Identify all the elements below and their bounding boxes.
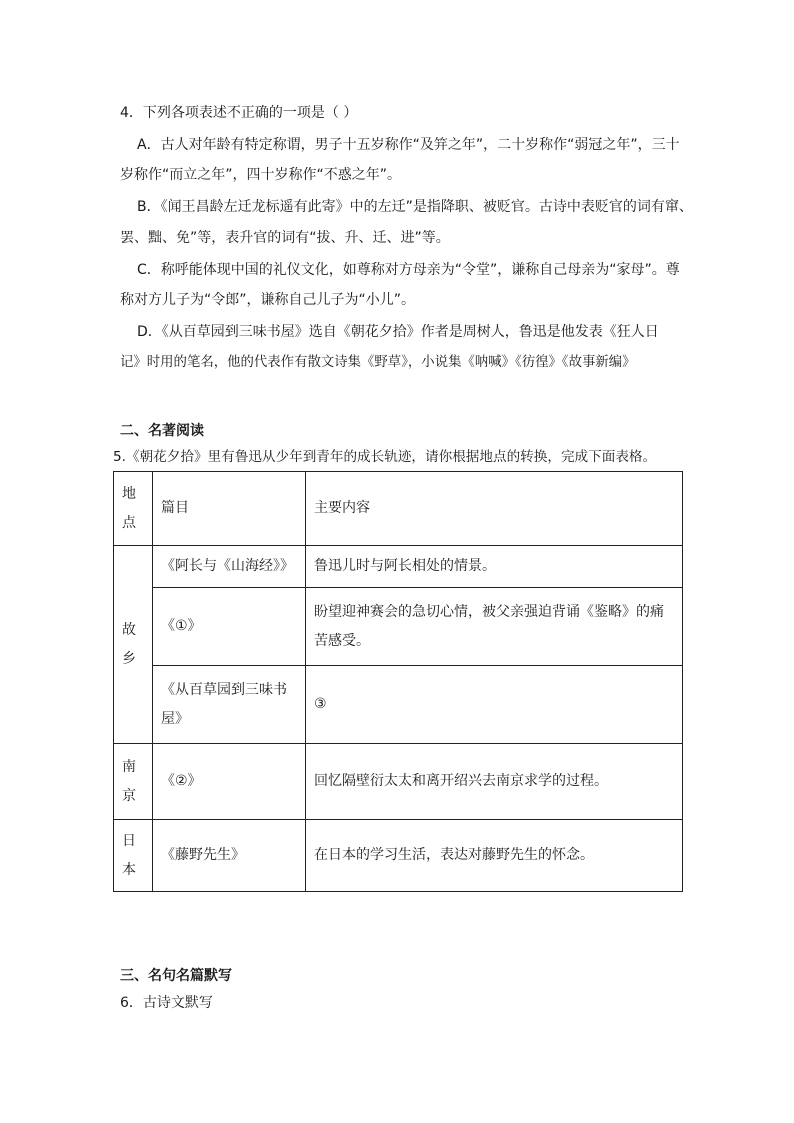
table-row: [114, 546, 683, 588]
q4-option-c-line1: C．称呼能体现中国的礼仪文化，如尊称对方母亲为“令堂”，谦称自己母亲为“家母”。尊: [137, 262, 680, 278]
q4-stem: 4．下列各项表述不正确的一项是（ ）: [120, 105, 358, 121]
row-content: 在日本的学习生活，表达对藤野先生的怀念。: [306, 820, 683, 892]
q4-option-b-line1: B．《闻王昌龄左迁龙标遥有此寄》中的左迁”是指降职、被贬官。古诗中表贬官的词有窜、: [137, 199, 693, 215]
row-content: 回忆隔壁衍太太和离开绍兴去南京求学的过程。: [306, 744, 683, 820]
row-content: 盼望迎神赛会的急切心情，被父亲强迫背诵《鉴略》的痛苦感受。: [306, 588, 683, 666]
place-japan-text: 日 本: [122, 832, 136, 878]
row-title: 《阿长与《山海经》》: [153, 546, 306, 588]
table-row: [114, 820, 683, 892]
row-title: 《①》: [153, 588, 306, 666]
q4-option-a-line1: A．古人对年龄有特定称谓，男子十五岁称作“及笄之年”，二十岁称作“弱冠之年”，三十: [137, 137, 680, 153]
header-place: [114, 472, 153, 546]
table-row: [114, 666, 683, 744]
table-row: [114, 588, 683, 666]
place-hometown-text: 故 乡: [122, 621, 136, 667]
row-content: 鲁迅儿时与阿长相处的情景。: [306, 546, 683, 588]
q5-stem: 5.《朝花夕拾》里有鲁迅从少年到青年的成长轨迹，请你根据地点的转换，完成下面表格。: [113, 449, 657, 465]
row-title: 《藤野先生》: [153, 820, 306, 892]
header-title: 篇目: [153, 472, 306, 546]
place-nanjing: [114, 744, 153, 820]
reading-table: [113, 471, 683, 892]
table-header-row: [114, 472, 683, 546]
section2-heading: 二、名著阅读: [120, 423, 204, 439]
table-row: [114, 744, 683, 820]
place-hometown: [114, 546, 153, 744]
q4-option-d-line2: 记》时用的笔名，他的代表作有散文诗集《野草》，小说集《呐喊》《彷徨》《故事新编》: [120, 355, 636, 370]
q4-option-a-line2: 岁称作“而立之年”，四十岁称作“不惑之年”。: [120, 167, 402, 183]
row-content-blank: ③: [306, 666, 683, 744]
q4-option-b-line2: 罢、黜、免”等，表升官的词有“拔、升、迁、进”等。: [120, 230, 450, 246]
place-japan: [114, 820, 153, 892]
row-title: 《②》: [153, 744, 306, 820]
q4-option-d-line1: D．《从百草园到三味书屋》选自《朝花夕拾》作者是周树人，鲁迅是他发表《狂人日: [137, 324, 659, 340]
q6-stem: 6．古诗文默写: [120, 995, 213, 1011]
row-title: 《从百草园到三味书屋》: [153, 666, 306, 744]
q4-option-c-line2: 称对方儿子为“令郎”，谦称自己儿子为“小儿”。: [120, 292, 416, 308]
header-place-text: 地 点: [122, 485, 136, 531]
header-content: 主要内容: [306, 472, 683, 546]
section3-heading: 三、名句名篇默写: [120, 968, 232, 984]
place-nanjing-text: 南 京: [122, 758, 136, 804]
